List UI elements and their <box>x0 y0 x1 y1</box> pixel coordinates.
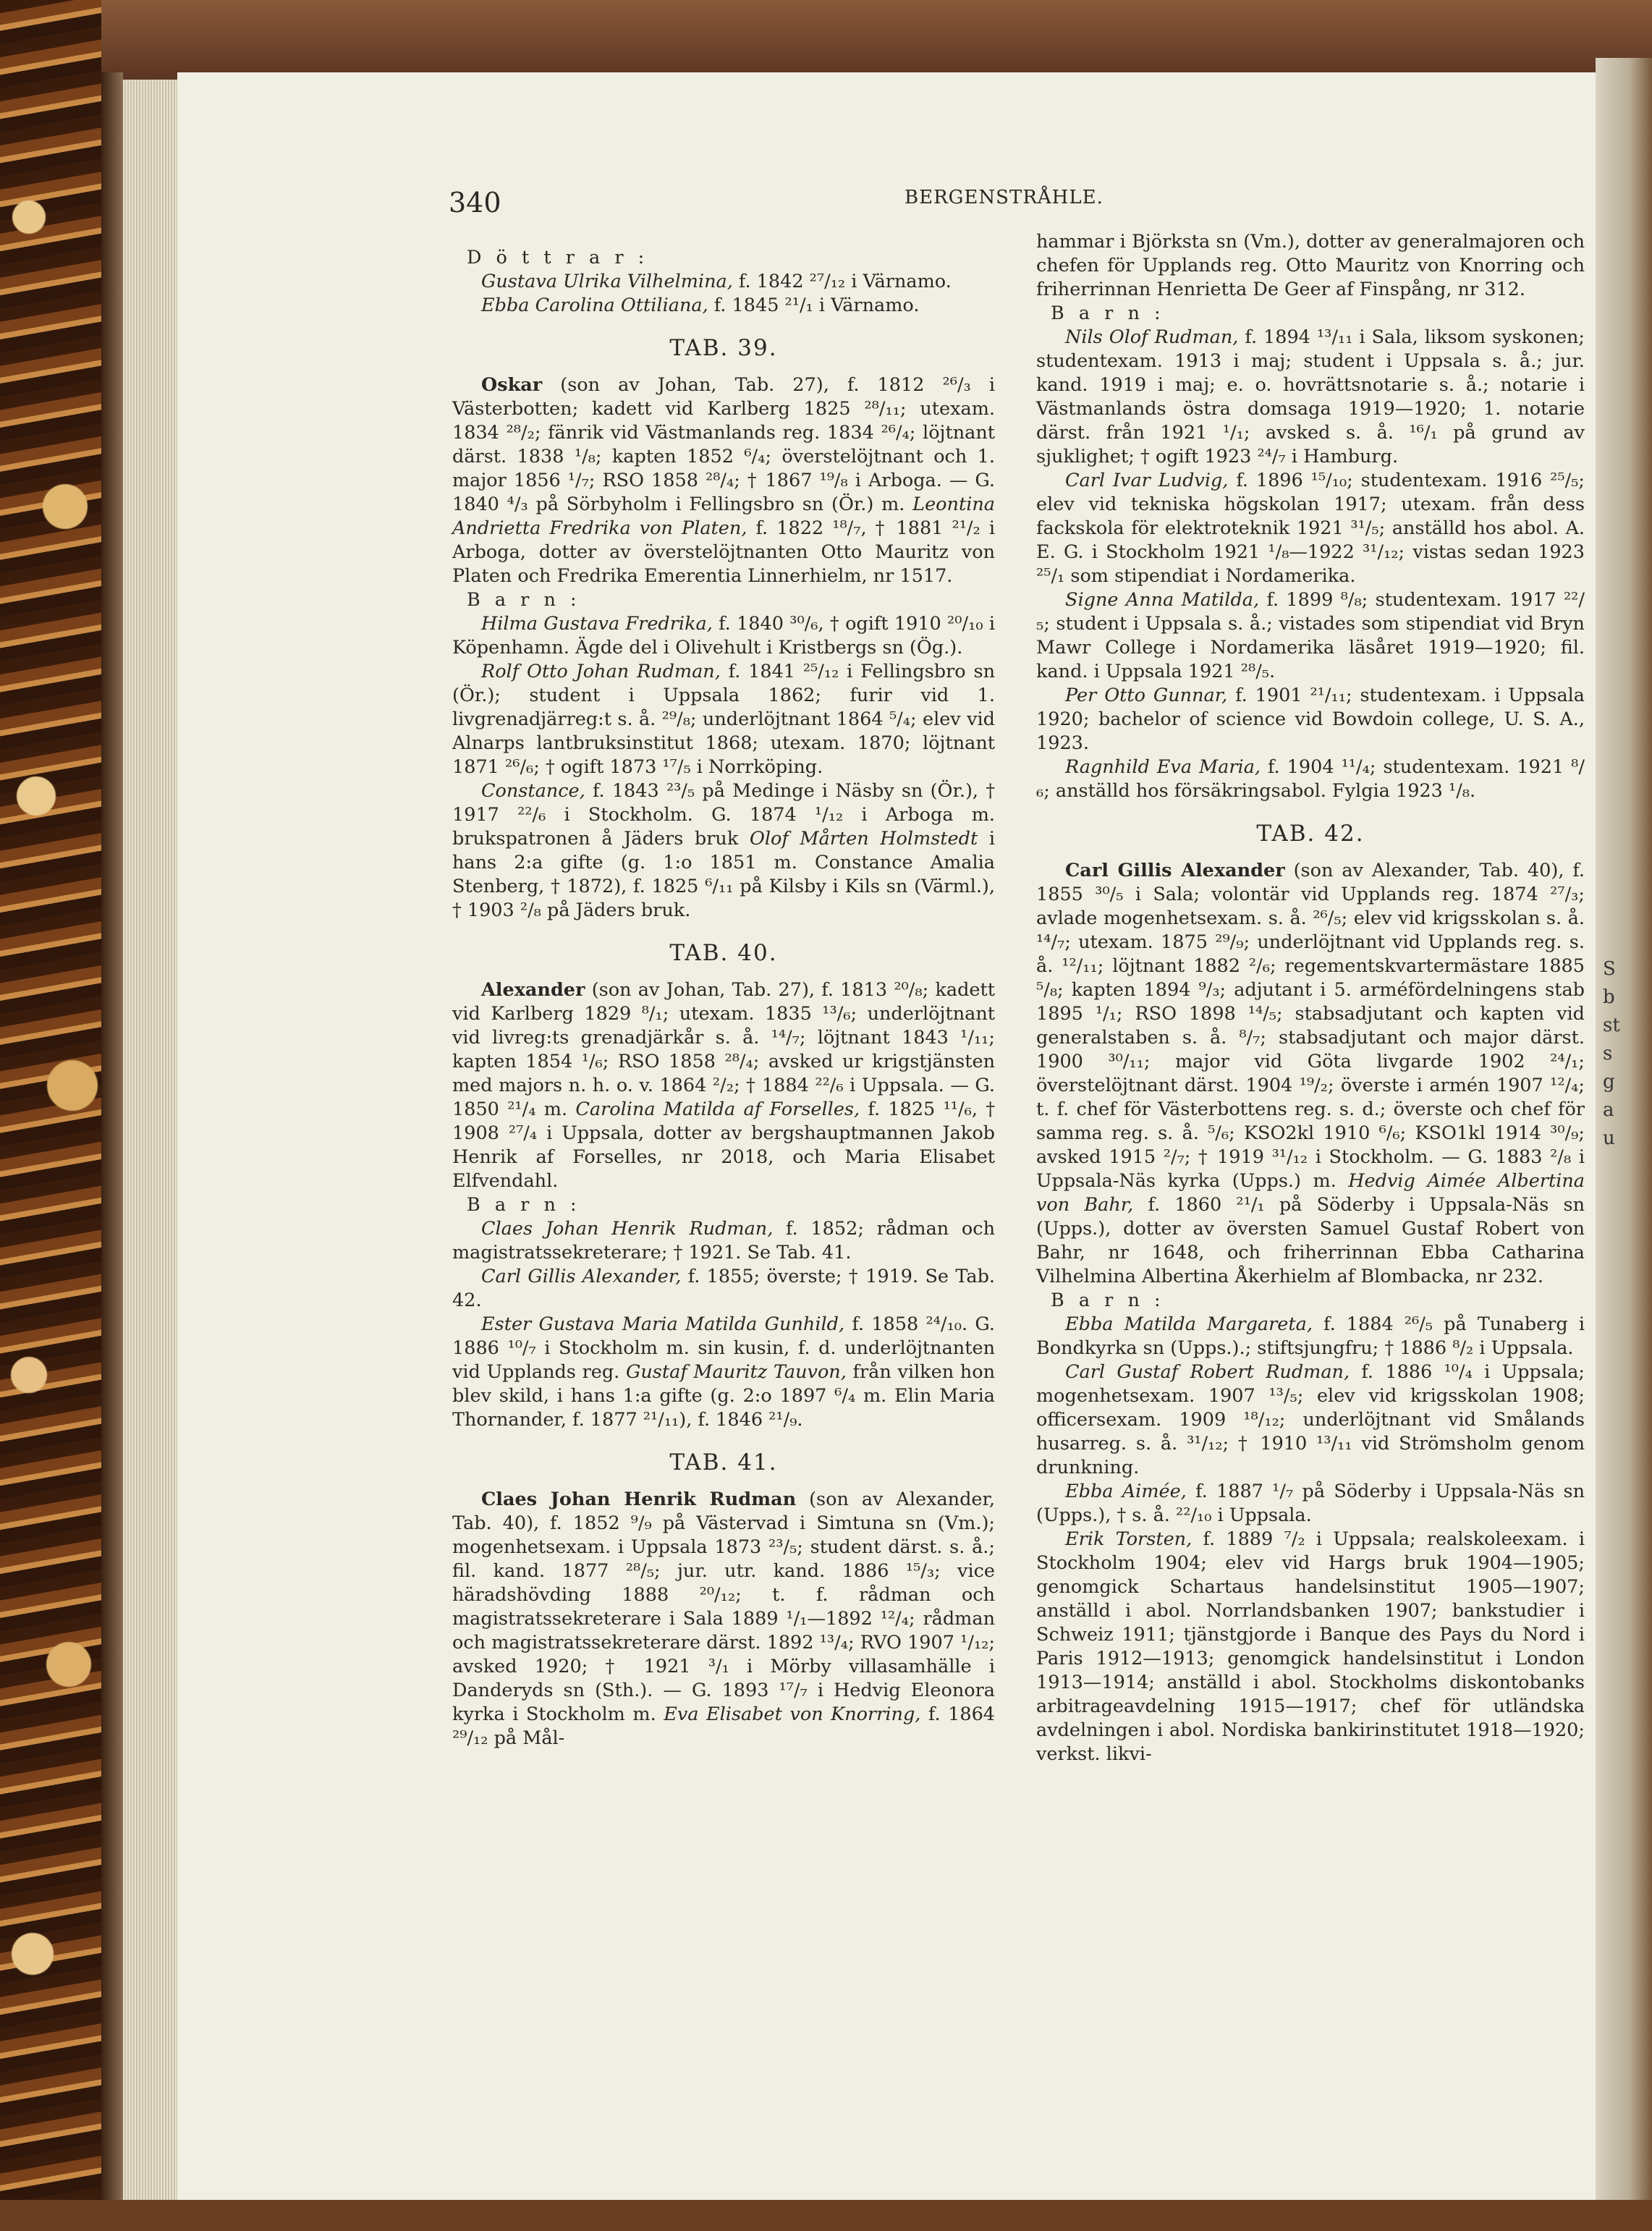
person-name: Gustaf Mauritz Tauvon, <box>625 1361 847 1383</box>
book-cover-top <box>0 0 1652 80</box>
person-name: Claes Johan Henrik Rudman, <box>481 1218 774 1240</box>
tab-heading: TAB. 42. <box>1256 821 1365 847</box>
person-name: Carolina Matilda af Forselles, <box>575 1098 860 1120</box>
entry <box>452 294 995 318</box>
entry-text: f. 1845 ²¹/₁ i Värnamo. <box>708 295 920 316</box>
person-name: Carl Ivar Ludvig, <box>1065 470 1229 491</box>
entry-text: f. 1852; rådman och magistratssekreterare; † 1921. Se Tab. 41. <box>452 1218 995 1263</box>
entry-text: f. 1904 ¹¹/₄; studentexam. 1921 ⁸/₆; anställd hos försäkringsabol. Fylgia 1923 ¹/₈. <box>1036 756 1585 802</box>
person-name: Rolf Otto Johan Rudman, <box>481 661 721 682</box>
continuation-text: hammar i Björksta sn (Vm.), dotter av generalmajoren och chefen för Upplands reg. Otto Mauritz von Knorring och friherrinnan Henrietta De Geer af Finspång, nr 312. <box>1036 231 1585 300</box>
margin-fragment: a <box>1603 1099 1614 1121</box>
entry-text: från vilken hon blev skild, i hans 1:a gifte (g. 2:o 1897 ⁶/₄ m. Elin Maria Thornander, f. 1877 ²¹/₁₁), f. 1846 ²¹/₉. <box>452 1361 996 1431</box>
person-name: Ragnhild Eva Maria, <box>1065 756 1261 778</box>
entry <box>1036 684 1585 755</box>
margin-fragment: S <box>1603 958 1616 980</box>
entry-text: f. 1841 ²⁵/₁₂ i Fellingsbro sn (Ör.); student i Uppsala 1862; furir vid 1. livgrenadjärreg:t s. å. ²⁹/₈; underlöjtnant 1864 ⁵/₄; elev vid Alnarps lantbruksinstitut 1868; utexam. 1870; löjtnant 1871 ²⁶/₆; † ogift 1873 ¹⁷/₅ i Norrköping. <box>452 661 995 778</box>
facing-page-fragments <box>1603 955 1652 1153</box>
entry <box>1036 1480 1585 1528</box>
person-name: Nils Olof Rudman, <box>1065 326 1239 348</box>
entry-text: f. 1901 ²¹/₁₁; studentexam. i Uppsala 1920; bachelor of science vid Bowdoin college, U. S. A., 1923. <box>1036 685 1585 754</box>
entry-text: (son av Alexander, Tab. 40), f. 1855 ³⁰/₅ i Sala; volontär vid Upplands reg. 1874 ²⁷/₃; avlade mogenhetsexam. s. å. ²⁶/₅; elev vid krigsskolan s. å. ¹⁴/₇; utexam. 1875 ²⁹/₉; underlöjtnant vid Upplands reg. s. å. ¹²/₁₁; löjtnant 1882 ²/₆; regementskvartermästare 1885 ⁵/₈; kapten 1894 ⁹/₃; adjutant i 5. arméfördelningens stab 1895 ¹/₁; RSO 1898 ¹⁴/₅; stabsadjutant och kapten vid generalstaben s. å. ⁸/₇; stabsadjutant och major därst. 1900 ³⁰/₁₁; major vid Göta livgarde 1902 ²⁴/₁; överstelöjtnant därst. 1904 ¹⁹/₂; överste i armén 1907 ¹²/₄; t. f. chef för Västerbottens reg. s. d.; överste och chef för samma reg. s. å. ⁵/₆; KSO2kl 1910 ⁶/₆; KSO1kl 1914 ³⁰/₉; avsked 1915 ²/₇; † 1919 ³¹/₁₂ i Stockholm. — G. 1883 ²/₈ i Uppsala-Näs kyrka (Upps.) m. <box>1036 860 1585 1192</box>
entry-text: (son av Alexander, Tab. 40), f. 1852 ⁹/₉ på Västervad i Simtuna sn (Vm.); mogenhetsexam. i Uppsala 1873 ²³/₅; student därst. s. å.; fil. kand. 1877 ²⁸/₅; jur. utr. kand. 1886 ¹⁵/₃; vice häradshövding 1888 ²⁰/₁₂; t. f. rådman och magistratssekreterare i Sala 1889 ¹/₁—1892 ¹²/₄; rådman och magistratssekreterare därst. 1892 ¹³/₄; RVO 1907 ¹/₁₂; avsked 1920; † 1921 ³/₁ i Mörby villasamhälle i Danderyds sn (Sth.). — G. 1893 ¹⁷/₇ i Hedvig Eleonora kyrka i Stockholm m. <box>452 1489 995 1725</box>
person-name: Hilma Gustava Fredrika, <box>481 613 713 635</box>
barn-heading: B a r n : <box>1051 1290 1165 1311</box>
entry <box>1036 1360 1585 1480</box>
book-cover-bottom <box>0 2200 1652 2231</box>
entry-text: f. 1864 ²⁹/₁₂ på Mål- <box>452 1703 996 1749</box>
entry-text: (son av Johan, Tab. 27), f. 1812 ²⁶/₃ i Västerbotten; kadett vid Karlberg 1825 ²⁸/₁₁; utexam. 1834 ²⁸/₂; fänrik vid Västmanlands reg. 1834 ²⁶/₄; löjtnant därst. 1838 ¹/₈; kapten 1852 ⁶/₄; överstelöjtnant och 1. major 1856 ¹/₇; RSO 1858 ²⁸/₄; † 1867 ¹⁹/₈ i Arboga. — G. 1840 ⁴/₃ på Sörbyholm i Fellingsbro sn (Ör.) m. <box>452 374 995 515</box>
entry-text: f. 1889 ⁷/₂ i Uppsala; realskoleexam. i Stockholm 1904; elev vid Hargs bruk 1904—1905; genomgick Schartaus handelsinstitut 1905—1907; anställd i abol. Norrlandsbanken 1907; bankstudier i Schweiz 1911; tjänstgjorde i Banque des Pays du Nord i Paris 1912—1913; genomgick handelsinstitut i London 1913—1914; anställd i abol. Stockholms diskontobanks arbitrageavdelning 1915—1917; chef för utländska avdelningen i abol. Nordiska bankirinstitutet 1918—1920; verkst. likvi- <box>1036 1528 1585 1765</box>
entry-text: f. 1884 ²⁶/₅ på Tunaberg i Bondkyrka sn (Upps.).; stiftsjungfru; † 1886 ⁸/₂ i Uppsala. <box>1036 1313 1585 1359</box>
person-name: Carl Gillis Alexander, <box>481 1266 682 1287</box>
entry <box>1036 1528 1585 1766</box>
entry <box>1036 469 1585 588</box>
entry <box>452 779 995 923</box>
person-name: Ebba Carolina Ottiliana, <box>481 295 708 316</box>
person-name: Carl Gustaf Robert Rudman, <box>1065 1361 1350 1383</box>
entry-text: f. 1896 ¹⁵/₁₀; studentexam. 1916 ²⁵/₅; elev vid tekniska högskolan 1917; utexam. från dess fackskola för elektroteknik 1921 ³¹/₅; anställd hos abol. A. E. G. i Stockholm 1921 ¹/₈—1922 ³¹/₁₂; vistas sedan 1923 ²⁵/₁ som stipendiat i Nordamerika. <box>1036 470 1585 587</box>
dottrar-heading: D ö t t r a r : <box>467 247 649 268</box>
barn-heading: B a r n : <box>467 589 581 611</box>
entry-text: f. 1858 ²⁴/₁₀. G. 1886 ¹⁰/₇ i Stockholm m. sin kusin, f. d. underlöjtnanten vid Upplands reg. <box>452 1313 995 1383</box>
entry-text: i hans 2:a gifte (g. 1:o 1851 m. Constance Amalia Stenberg, † 1872), f. 1825 ⁶/₁₁ på Kilsby i Kils sn (Värml.), † 1903 ²/₈ på Jäders bruk. <box>452 828 996 921</box>
entry-text: f. 1886 ¹⁰/₄ i Uppsala; mogenhetsexam. 1907 ¹³/₅; elev vid krigsskolan 1908; officersexam. 1909 ¹⁸/₁₂; underlöjtnant vid Smålands husarreg. s. å. ³¹/₁₂; † 1910 ¹³/₁₁ vid Strömsholm genom drunkning. <box>1036 1361 1585 1478</box>
entry-text: (son av Johan, Tab. 27), f. 1813 ²⁰/₈; kadett vid Karlberg 1829 ⁸/₁; utexam. 1835 ¹³/₆; underlöjtnant vid livreg:ts grenadjärkår s. å. ¹⁴/₇; löjtnant 1843 ¹/₁₁; kapten 1854 ¹/₆; RSO 1858 ²⁸/₄; avsked ur krigstjänsten med majors n. h. o. v. 1864 ²/₂; † 1884 ²²/₆ i Uppsala. — G. 1850 ²¹/₄ m. <box>452 979 995 1120</box>
entry-text: f. 1825 ¹¹/₆, † 1908 ²⁷/₄ i Uppsala, dotter av bergshauptmannen Jakob Henrik af Forselles, nr 2018, och Maria Elisabet Elfvendahl. <box>452 1098 995 1192</box>
lead-name: Claes Johan Henrik Rudman <box>481 1489 797 1510</box>
entry <box>452 1265 995 1313</box>
lead-name: Alexander <box>481 979 585 1001</box>
margin-fragment: s <box>1603 1043 1613 1064</box>
left-column <box>452 246 995 1750</box>
person-name: Ebba Aimée, <box>1065 1481 1187 1502</box>
tab-heading: TAB. 40. <box>669 940 778 966</box>
running-head: BERGENSTRÅHLE. <box>905 187 1104 208</box>
book-spine-edge <box>101 72 123 2207</box>
entry <box>1036 859 1585 1289</box>
lead-name: Carl Gillis Alexander <box>1065 860 1285 881</box>
person-name: Constance, <box>481 780 585 802</box>
person-name: Ebba Matilda Margareta, <box>1065 1313 1313 1335</box>
barn-heading: B a r n : <box>467 1194 581 1216</box>
entry <box>452 1488 995 1750</box>
barn-heading: B a r n : <box>1051 302 1165 324</box>
lead-name: Oskar <box>481 374 543 396</box>
entry <box>452 270 995 294</box>
person-name: Olof Mårten Holmstedt <box>749 828 978 850</box>
entry <box>452 1217 995 1265</box>
entry-text: f. 1843 ²³/₅ på Medinge i Näsby sn (Ör.), † 1917 ²²/₆ i Stockholm. G. 1874 ¹/₁₂ i Arboga m. brukspatronen å Jäders bruk <box>452 780 995 850</box>
page-number: 340 <box>449 187 501 219</box>
entry <box>452 1313 995 1432</box>
person-name: Signe Anna Matilda, <box>1065 589 1260 611</box>
entry-text: f. 1840 ³⁰/₆, † ogift 1910 ²⁰/₁₀ i Köpenhamn. Ägde del i Olivehult i Kristbergs sn (Ög.). <box>452 613 995 659</box>
entry <box>452 660 995 779</box>
entry <box>452 373 995 588</box>
entry <box>1036 588 1585 684</box>
person-name: Ester Gustava Maria Matilda Gunhild, <box>481 1313 845 1335</box>
entry-text: f. 1899 ⁸/₈; studentexam. 1917 ²²/₅; student i Uppsala s. å.; vistades som stipendiat vid Bryn Mawr College i Nordamerika läsåret 1919—1920; fil. kand. i Uppsala 1921 ²⁸/₅. <box>1036 589 1585 682</box>
entry <box>1036 326 1585 469</box>
person-name: Per Otto Gunnar, <box>1065 685 1228 706</box>
entry <box>1036 755 1585 803</box>
entry-text: f. 1860 ²¹/₁ på Söderby i Uppsala-Näs sn (Upps.), dotter av översten Samuel Gustaf Robert von Bahr, nr 1648, och friherrinnan Ebba Catharina Vilhelmina Albertina Åkerhielm af Blombacka, nr 232. <box>1036 1194 1585 1287</box>
person-name: Gustava Ulrika Vilhelmina, <box>481 271 733 292</box>
right-column <box>1036 230 1585 1766</box>
entry-text: f. 1855; överste; † 1919. Se Tab. 42. <box>452 1266 996 1311</box>
entry-text: f. 1822 ¹⁸/₇, † 1881 ²¹/₂ i Arboga, dotter av överstelöjtnanten Otto Mauritz von Platen och Fredrika Emerentia Linnerhielm, nr 1517. <box>452 517 995 587</box>
entry-text: f. 1842 ²⁷/₁₂ i Värnamo. <box>732 271 952 292</box>
person-name: Eva Elisabet von Knorring, <box>664 1703 921 1725</box>
tab-heading: TAB. 39. <box>669 335 778 361</box>
margin-fragment: b <box>1603 986 1615 1008</box>
entry <box>452 612 995 660</box>
entry <box>452 978 995 1193</box>
person-name: Hedvig Aimée Albertina von Bahr, <box>1036 1170 1585 1216</box>
tab-heading: TAB. 41. <box>669 1449 778 1476</box>
entry-text: f. 1894 ¹³/₁₁ i Sala, liksom syskonen; studentexam. 1913 i maj; student i Uppsala s. å.; jur. kand. 1919 i maj; e. o. hovrättsnotarie s. å.; notarie i Västmanlands östra domsaga 1919—1920; 1. notarie därst. från 1921 ¹/₁; avsked s. å. ¹⁶/₁ på grund av sjuklighet; † ogift 1923 ²⁴/₇ i Hamburg. <box>1036 326 1585 467</box>
margin-fragment: u <box>1603 1127 1615 1149</box>
margin-fragment: g <box>1603 1071 1615 1093</box>
marbled-page-edge <box>0 0 101 2231</box>
entry-text: f. 1887 ¹/₇ på Söderby i Uppsala-Näs sn (Upps.), † s. å. ²²/₁₀ i Uppsala. <box>1036 1481 1585 1526</box>
margin-fragment: st <box>1603 1015 1620 1036</box>
person-name: Erik Torsten, <box>1065 1528 1193 1550</box>
person-name: Leontina Andrietta Fredrika von Platen, <box>452 494 995 539</box>
page-stack-edge <box>123 80 177 2207</box>
entry <box>1036 1313 1585 1360</box>
